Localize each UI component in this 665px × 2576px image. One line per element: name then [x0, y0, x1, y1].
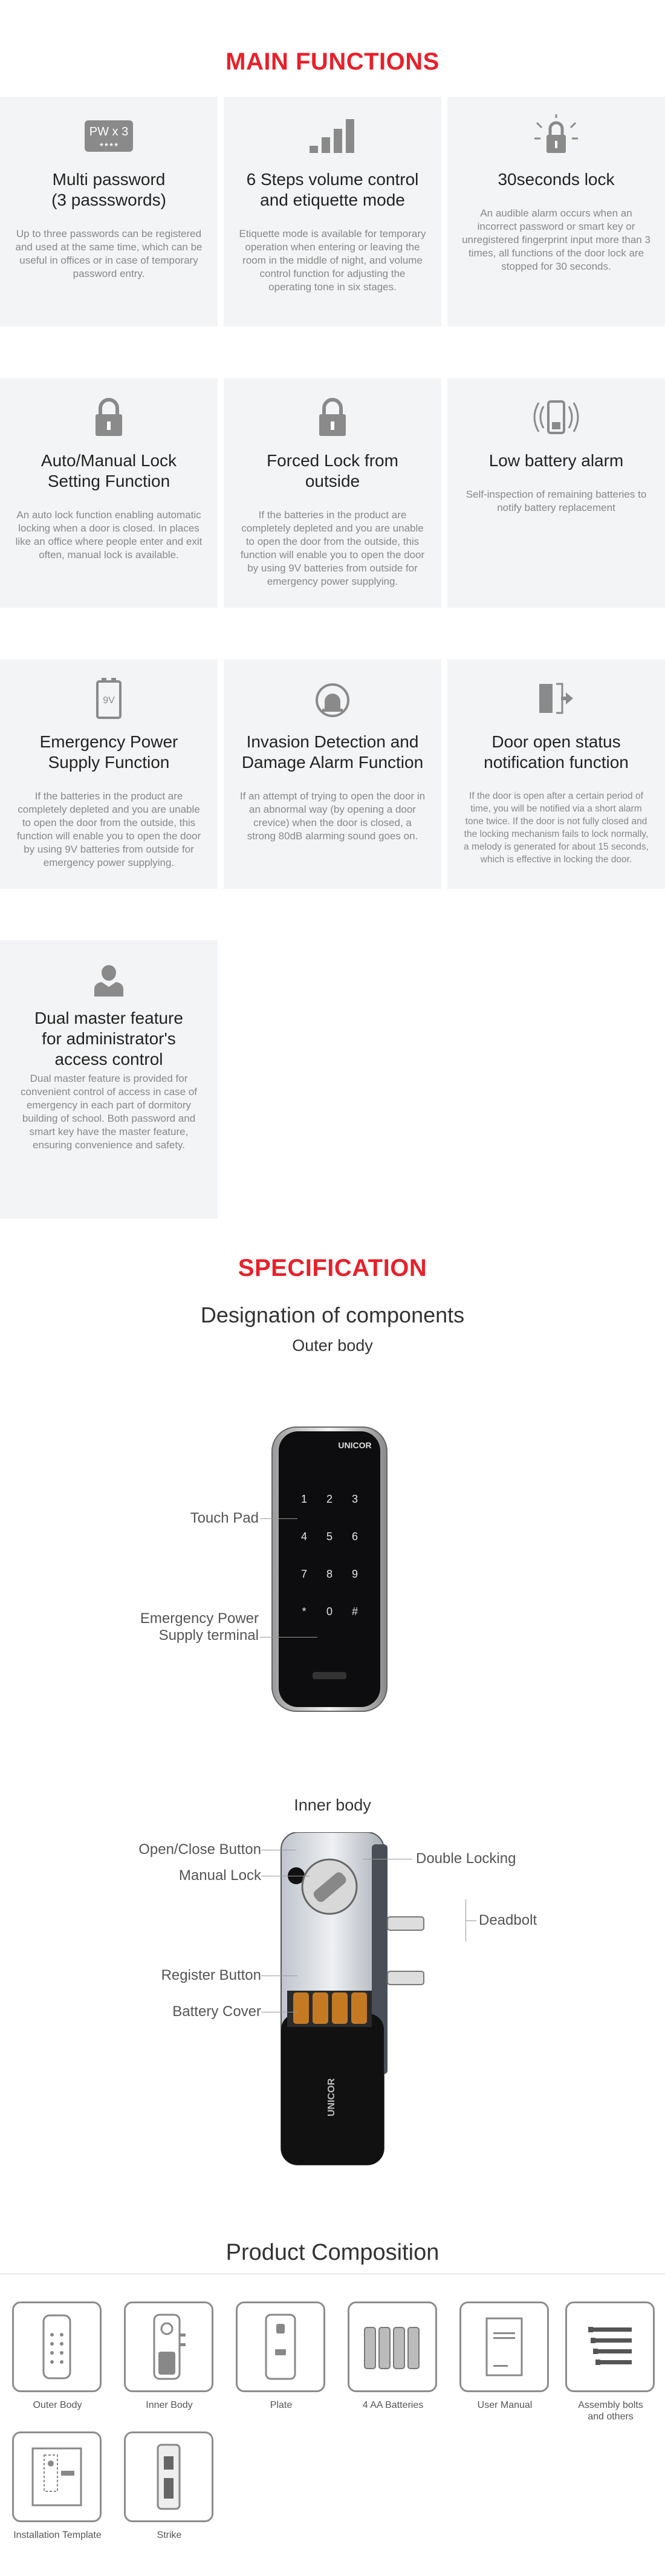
battery-9v-icon — [96, 678, 122, 719]
feature-desc: Up to three passwords can be registered and used at the same time, which can be useful in offices or in case of temporary password entry. — [15, 228, 203, 279]
keypad-key[interactable]: 4 — [300, 1530, 308, 1543]
comp-label: 4 AA Batteries — [362, 2400, 424, 2410]
comp-label: Outer Body — [33, 2400, 82, 2410]
outer-body-image — [269, 1424, 390, 1714]
comp-inner-body — [124, 2301, 215, 2411]
plate-icon — [264, 2313, 297, 2381]
feature-card-low-battery — [447, 378, 665, 608]
inner-brand-logo: UNICOR — [326, 2078, 337, 2116]
outer-body-title: Outer body — [292, 1336, 373, 1355]
main-functions-title: MAIN FUNCTIONS — [225, 48, 440, 75]
emergency-leader — [260, 1637, 317, 1638]
designation-title: Designation of components — [200, 1303, 465, 1327]
comp-label: Plate — [270, 2400, 293, 2410]
lock-alarm-icon — [532, 114, 580, 158]
installation-template-icon — [31, 2447, 83, 2507]
feature-desc: If the door is open after a certain period of time, you will be notified via a short alarm tone twice. If the door is not fully closed and the locking mechanism fails to lock normally, a melody is generated for about 15 seconds, which is effective in locking the door. — [464, 791, 649, 865]
padlock-icon — [93, 397, 125, 437]
emergency-terminal — [313, 1672, 346, 1679]
battery-cover-label: Battery Cover — [172, 2003, 261, 2020]
emergency-power-label: Emergency Power Supply terminal — [140, 1610, 259, 1644]
keypad-key[interactable]: 6 — [351, 1530, 358, 1543]
svg-text:★★★★: ★★★★ — [99, 142, 119, 148]
outer-body-icon — [42, 2314, 72, 2380]
inner-body-diagram — [0, 1817, 665, 2192]
comp-label: Assembly bolts and others — [578, 2400, 643, 2422]
manual-lock-label: Manual Lock — [178, 1867, 261, 1884]
feature-title: Multi password (3 passswords) — [51, 170, 166, 209]
door-open-icon — [537, 681, 576, 715]
feature-card-dual-master — [0, 940, 218, 1218]
features-grid — [0, 97, 665, 1221]
touch-pad-label: Touch Pad — [190, 1510, 259, 1526]
comp-label: Strike — [157, 2530, 182, 2540]
deadbolt-label: Deadbolt — [479, 1912, 537, 1928]
comp-label: User Manual — [477, 2400, 533, 2410]
feature-card-multi-password — [0, 97, 218, 327]
assembly-bolts-icon — [581, 2323, 639, 2371]
feature-card-emergency-power — [0, 659, 218, 889]
user-manual-icon — [485, 2317, 524, 2377]
svg-text:9V: 9V — [103, 695, 115, 706]
touch-pad-leader — [260, 1518, 297, 1519]
double-locking-label: Double Locking — [416, 1850, 516, 1867]
open-close-label: Open/Close Button — [138, 1841, 261, 1858]
comp-label: Inner Body — [146, 2400, 193, 2410]
comp-batteries — [348, 2301, 438, 2411]
deadbolt-bracket — [465, 1899, 466, 1942]
feature-title: Door open status notification function — [484, 732, 629, 772]
feature-desc: An audible alarm occurs when an incorrect password or smart key or unregistered fingerprint input more than 3 times, all functions of the door lock are stopped for 30 seconds. — [462, 207, 650, 272]
pw-x3-icon — [85, 120, 133, 152]
padlock-icon — [317, 397, 348, 437]
specification-title: SPECIFICATION — [238, 1255, 427, 1281]
inner-body-title: Inner body — [294, 1796, 371, 1814]
feature-card-30s-lock — [447, 97, 665, 327]
low-battery-icon — [530, 399, 582, 435]
feature-desc: Dual master feature is provided for convenient control of access in case of emergency in each part of dormitory building of school. Both password and smart key have the master feature, ensuring convenience and safety. — [21, 1073, 197, 1151]
feature-desc: Self-inspection of remaining batteries to notify battery replacement — [465, 489, 647, 513]
feature-desc: Etiquette mode is available for temporary operation when entering or leaving the room in the middle of night, and volume control function for adjusting the operating tone in six stages. — [239, 228, 426, 293]
comp-plate — [236, 2301, 326, 2411]
feature-title: Invasion Detection and Damage Alarm Function — [241, 732, 424, 772]
comp-label: Installation Template — [13, 2530, 102, 2540]
siren-icon — [314, 680, 351, 717]
outer-body-diagram — [0, 1358, 665, 1696]
feature-title: Forced Lock from outside — [267, 451, 398, 490]
spacer — [0, 2192, 665, 2231]
feature-title: 6 Steps volume control and etiquette mode — [246, 170, 419, 209]
strike-icon — [151, 2443, 187, 2511]
feature-card-volume — [224, 97, 441, 327]
feature-title: 30seconds lock — [498, 170, 615, 189]
keypad-key[interactable]: 9 — [351, 1568, 358, 1580]
feature-title: Emergency Power Supply Function — [39, 732, 178, 772]
volume-bars-icon — [310, 119, 355, 153]
product-composition-title: Product Composition — [225, 2240, 440, 2265]
aa-batteries-icon — [362, 2323, 423, 2371]
feature-card-invasion — [224, 659, 441, 889]
comp-assembly-bolts — [565, 2301, 656, 2422]
keypad-key[interactable]: 7 — [300, 1568, 308, 1580]
comp-installation-template — [12, 2431, 103, 2541]
keypad-key[interactable]: 1 — [300, 1493, 308, 1505]
keypad-key[interactable]: * — [302, 1605, 307, 1618]
keypad-key[interactable]: 2 — [326, 1493, 333, 1505]
register-button-label: Register Button — [161, 1967, 261, 1983]
feature-title: Auto/Manual Lock Setting Function — [41, 451, 177, 490]
feature-card-forced-lock — [224, 378, 441, 608]
comp-outer-body — [12, 2301, 103, 2411]
inner-body-image — [275, 1832, 432, 2171]
keypad-key[interactable]: # — [351, 1605, 358, 1618]
feature-desc: An auto lock function enabling automatic locking when a door is closed. In places like an office where people enter and exit often, manual lock is available. — [15, 509, 203, 561]
keypad-key[interactable]: 5 — [326, 1530, 333, 1543]
keypad-key[interactable]: 8 — [326, 1568, 333, 1580]
comp-strike — [124, 2431, 215, 2541]
feature-title: Dual master feature for administrator's access control — [34, 1009, 183, 1068]
svg-text:PW x 3: PW x 3 — [89, 125, 129, 138]
outer-brand-logo: UNICOR — [338, 1440, 372, 1450]
composition-grid — [0, 2274, 665, 2576]
keypad-key[interactable]: 3 — [351, 1493, 358, 1505]
inner-body-icon — [151, 2313, 187, 2381]
feature-title: Low battery alarm — [488, 451, 624, 470]
feature-card-auto-manual-lock — [0, 378, 218, 608]
feature-desc: If the batteries in the product are completely depleted and you are unable to open the door from the outside, this function will enable you to open the door by using 9V batteries from outside for emergency power supplying. — [16, 790, 201, 868]
feature-desc: If the batteries in the product are completely depleted and you are unable to open the door from the outside, this function will enable you to open the door by using 9V batteries from outside for emergency power supplying. — [240, 509, 425, 587]
feature-card-door-open — [447, 659, 665, 889]
admin-user-icon — [93, 963, 125, 997]
keypad-key[interactable]: 0 — [326, 1605, 333, 1618]
comp-user-manual — [459, 2301, 550, 2411]
feature-desc: If an attempt of trying to open the door in an abnormal way (by opening a door crevice) when the door is closed, a strong 80dB alarming sound goes on. — [239, 790, 426, 842]
